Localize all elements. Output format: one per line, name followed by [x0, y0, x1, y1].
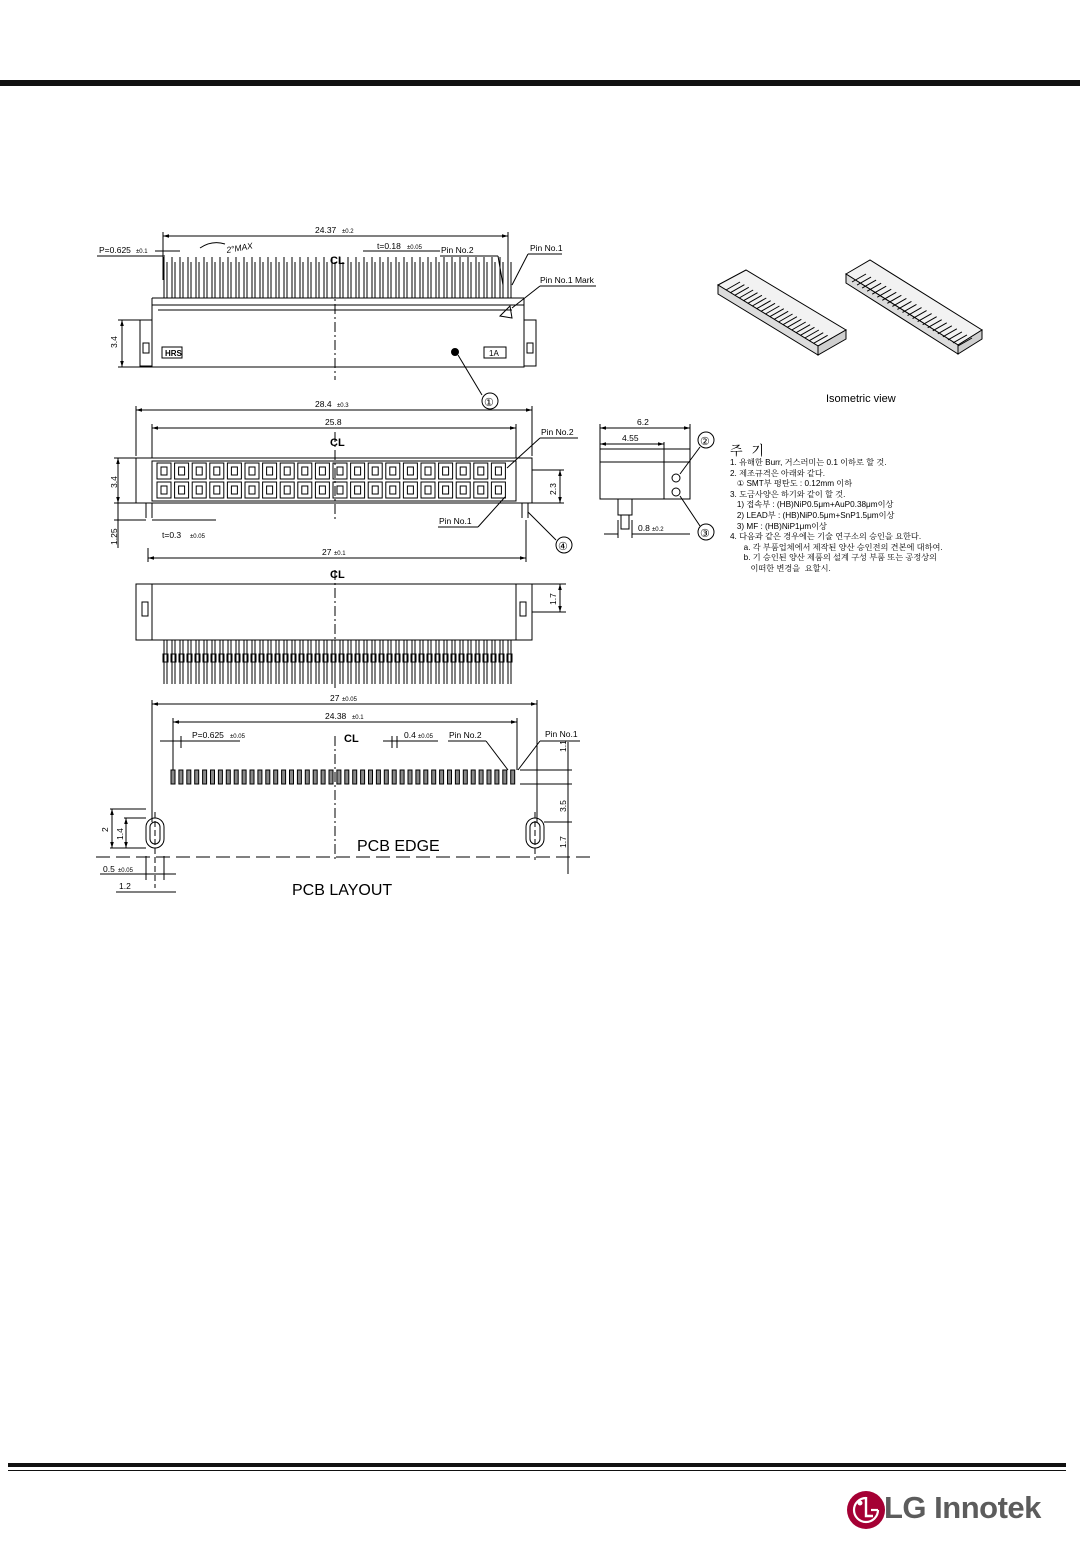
contact-cell	[298, 463, 312, 479]
pcb-pad	[416, 770, 420, 784]
pcb-pad	[432, 770, 436, 784]
top-view	[97, 232, 596, 409]
contact-cell	[456, 482, 470, 498]
pin	[372, 257, 375, 298]
footer-rule	[8, 1463, 1066, 1467]
notes-title: 주기	[730, 443, 774, 458]
pin	[171, 640, 176, 684]
pin	[476, 257, 479, 298]
top-pitch-label: P=0.625	[99, 245, 131, 255]
contact-cell	[491, 463, 505, 479]
pin	[268, 257, 271, 298]
pcb-hole-offset-label: 0.5	[103, 864, 115, 874]
pcb-pads	[171, 770, 515, 784]
front-side-label: 2.3	[548, 483, 558, 495]
pin	[451, 640, 456, 684]
pin	[443, 640, 448, 684]
pcb-pad	[392, 770, 396, 784]
pin	[363, 640, 368, 684]
pin	[420, 257, 423, 298]
pcb-pad	[448, 770, 452, 784]
pin	[188, 257, 191, 298]
contact-cell	[474, 482, 488, 498]
pin	[435, 640, 440, 684]
pcb-pad	[274, 770, 278, 784]
top-pin1-mark-label: Pin No.1 Mark	[540, 275, 594, 285]
bottom-view-pins	[163, 640, 512, 684]
pcb-pad	[211, 770, 215, 784]
pin	[267, 640, 272, 684]
pcb-pad	[329, 770, 333, 784]
bottom-view	[136, 570, 566, 690]
pin	[187, 640, 192, 684]
contact-cell	[386, 482, 400, 498]
pcb-pad	[337, 770, 341, 784]
contact-cell	[298, 482, 312, 498]
pin	[355, 640, 360, 684]
pin	[252, 257, 255, 298]
svg-text:±0.05: ±0.05	[118, 868, 133, 874]
pin	[196, 257, 199, 298]
note-line: a. 각 부품업체에서 제작된 양산 승인전의 견본에 대하여.	[730, 542, 943, 552]
pin	[348, 257, 351, 298]
pcb-layout-title: PCB LAYOUT	[292, 882, 393, 899]
pin	[259, 640, 264, 684]
svg-text:±0.05: ±0.05	[230, 734, 245, 740]
contact-cell	[175, 463, 189, 479]
pcb-pad	[369, 770, 373, 784]
bottom-view-body	[136, 584, 532, 640]
pcb-pad	[471, 770, 475, 784]
pin	[227, 640, 232, 684]
pin	[276, 257, 279, 298]
pcb-span-label: 24.38	[325, 711, 347, 721]
lg-innotek-logo-text: LG Innotek	[884, 1490, 1041, 1525]
contact-cell	[368, 482, 382, 498]
contact-cell	[315, 463, 329, 479]
pcb-hole-pos-label: 1.2	[119, 881, 131, 891]
contact-cell	[439, 482, 453, 498]
pcb-pad	[353, 770, 357, 784]
front-view-body	[136, 458, 532, 503]
pcb-pad	[384, 770, 388, 784]
side-depth-label: 4.55	[622, 433, 639, 443]
contact-cell	[227, 482, 241, 498]
pin	[419, 640, 424, 684]
pcb-pad	[305, 770, 309, 784]
pin	[427, 640, 432, 684]
pcb-pad	[503, 770, 507, 784]
contact-cell	[421, 463, 435, 479]
pin	[236, 257, 239, 298]
pin	[444, 257, 447, 298]
contact-cell	[280, 482, 294, 498]
contact-cell	[280, 463, 294, 479]
pcb-pad	[424, 770, 428, 784]
pin	[395, 640, 400, 684]
front-height-label: 3.4	[109, 476, 119, 488]
pin	[291, 640, 296, 684]
pcb-edge-gap-label: 1.7	[558, 836, 568, 848]
variant-mark: 1A	[489, 349, 499, 358]
front-thickness-label: t=0.3	[162, 530, 182, 540]
contact-cell	[403, 482, 417, 498]
pcb-pad	[266, 770, 270, 784]
pin	[459, 640, 464, 684]
front-inner-label: 25.8	[325, 417, 342, 427]
pin	[235, 640, 240, 684]
front-27-label: 27	[322, 547, 332, 557]
pin	[484, 257, 487, 298]
pin	[403, 640, 408, 684]
contact-cell	[491, 482, 505, 498]
pcb-pad	[234, 770, 238, 784]
front-overall-label: 28.4	[315, 399, 332, 409]
pin	[211, 640, 216, 684]
pcb-pad	[290, 770, 294, 784]
front-view-contacts	[157, 463, 505, 498]
side-post-label: 0.8	[638, 523, 650, 533]
pcb-pad	[187, 770, 191, 784]
contact-cell	[157, 463, 171, 479]
svg-text:±0.05: ±0.05	[407, 245, 422, 251]
pin	[300, 257, 303, 298]
notes-list	[730, 458, 1030, 575]
pcb-pad	[376, 770, 380, 784]
pcb-pad	[511, 770, 515, 784]
front-post-label: 1.25	[109, 528, 119, 545]
callout-2: ②	[700, 436, 710, 448]
contact-cell	[421, 482, 435, 498]
contact-cell	[386, 463, 400, 479]
top-pin1-label: Pin No.1	[530, 243, 563, 253]
contact-cell	[192, 463, 206, 479]
pcb-hole-w-label: 1.4	[115, 828, 125, 840]
pcb-pad	[258, 770, 262, 784]
pin	[179, 640, 184, 684]
note-line: 3. 도금사양은 하기와 같이 할 것.	[730, 489, 846, 499]
pcb-pad	[218, 770, 222, 784]
pin	[380, 257, 383, 298]
contact-cell	[456, 463, 470, 479]
pin	[436, 257, 439, 298]
svg-text:±0.2: ±0.2	[652, 527, 664, 533]
pcb-pad	[203, 770, 207, 784]
pcb-pad	[250, 770, 254, 784]
pin	[308, 257, 311, 298]
contact-cell	[210, 482, 224, 498]
pin	[347, 640, 352, 684]
pin	[452, 257, 455, 298]
pin	[460, 257, 463, 298]
pin	[172, 257, 175, 298]
pcb-pad-label: 0.4	[404, 730, 416, 740]
pcb-pad	[179, 770, 183, 784]
pin	[428, 257, 431, 298]
pcb-pad	[440, 770, 444, 784]
pin	[275, 640, 280, 684]
contact-cell	[403, 463, 417, 479]
pcb-layout-view	[96, 700, 590, 892]
contact-cell	[368, 463, 382, 479]
pcb-overall-label: 27	[330, 693, 340, 703]
pin	[283, 640, 288, 684]
top-pin2-label: Pin No.2	[441, 245, 474, 255]
note-line: 4. 다음과 같은 경우에는 기술 연구소의 승인을 요한다.	[730, 532, 922, 542]
pin	[339, 640, 344, 684]
footer-rule-thin	[8, 1470, 1066, 1471]
pin	[371, 640, 376, 684]
contact-cell	[157, 482, 171, 498]
contact-cell	[351, 463, 365, 479]
pin	[388, 257, 391, 298]
note-line: 3) MF : (HB)NiP1μm이상	[730, 521, 827, 531]
pcb-pad	[361, 770, 365, 784]
pin	[316, 257, 319, 298]
svg-text:±0.05: ±0.05	[342, 697, 357, 703]
note-line: 1) 접속부 : (HB)NiP0.5μm+AuP0.38μm이상	[730, 500, 894, 510]
pin	[219, 640, 224, 684]
pin	[468, 257, 471, 298]
bottom-centerline-label: CL	[330, 569, 345, 581]
pcb-gap-label: 3.5	[558, 800, 568, 812]
pin	[284, 257, 287, 298]
note-line: 2) LEAD부 : (HB)NiP0.5μm+SnP1.5μm이상	[730, 510, 895, 520]
contact-cell	[263, 482, 277, 498]
contact-cell	[227, 463, 241, 479]
pin	[324, 257, 327, 298]
pin	[164, 257, 167, 298]
pin	[292, 257, 295, 298]
contact-cell	[439, 463, 453, 479]
pin	[507, 640, 512, 684]
pin	[307, 640, 312, 684]
pin	[499, 640, 504, 684]
callout-1: ①	[484, 397, 494, 409]
pcb-pad	[282, 770, 286, 784]
pin	[411, 640, 416, 684]
pin	[491, 640, 496, 684]
pin	[323, 640, 328, 684]
pin	[228, 257, 231, 298]
pin	[203, 640, 208, 684]
top-view-body	[152, 305, 524, 367]
pin	[387, 640, 392, 684]
lg-logo-icon	[846, 1486, 886, 1534]
pcb-pad	[313, 770, 317, 784]
pin	[475, 640, 480, 684]
svg-text:±0.1: ±0.1	[352, 715, 364, 721]
svg-text:±0.05: ±0.05	[418, 734, 433, 740]
top-span-label: 24.37	[315, 225, 337, 235]
pcb-centerline-label: CL	[344, 733, 359, 745]
pin	[251, 640, 256, 684]
pcb-pad	[297, 770, 301, 784]
pin	[212, 257, 215, 298]
pcb-edge-label: PCB EDGE	[357, 838, 440, 855]
contact-cell	[175, 482, 189, 498]
callout-4: ④	[558, 541, 568, 553]
side-view	[600, 424, 714, 540]
pin	[260, 257, 263, 298]
svg-text:±0.1: ±0.1	[136, 249, 148, 255]
pcb-pad	[171, 770, 175, 784]
top-thickness-label: t=0.18	[377, 241, 401, 251]
pcb-pad	[321, 770, 325, 784]
contact-cell	[263, 463, 277, 479]
pcb-pad	[479, 770, 483, 784]
svg-text:±0.3: ±0.3	[337, 403, 349, 409]
pcb-pad	[195, 770, 199, 784]
pcb-pin1-label: Pin No.1	[545, 729, 578, 739]
note-line: 1. 유해한 Burr, 거스러미는 0.1 이하로 할 것.	[730, 458, 887, 467]
pcb-pad	[242, 770, 246, 784]
isometric-view	[718, 260, 982, 355]
pin	[195, 640, 200, 684]
brand-mark: HRS	[165, 349, 182, 358]
front-view	[114, 406, 578, 562]
bottom-side-label: 1.7	[548, 593, 558, 605]
pin	[244, 257, 247, 298]
contact-cell	[192, 482, 206, 498]
pcb-pad	[463, 770, 467, 784]
note-line: 이떠한 변경을 요할시.	[730, 563, 831, 573]
pin	[243, 640, 248, 684]
front-pin1-label: Pin No.1	[439, 516, 472, 526]
pcb-pad	[400, 770, 404, 784]
pcb-pad	[455, 770, 459, 784]
front-pin2-label: Pin No.2	[541, 427, 574, 437]
contact-cell	[245, 463, 259, 479]
front-centerline-label: CL	[330, 437, 345, 449]
pin	[483, 640, 488, 684]
pin	[163, 640, 168, 684]
pin	[467, 640, 472, 684]
pcb-pad-len-label: 1.1	[558, 740, 568, 752]
contact-cell	[351, 482, 365, 498]
top-height-label: 3.4	[109, 336, 119, 348]
svg-text:±0.05: ±0.05	[190, 534, 205, 540]
pcb-pad	[345, 770, 349, 784]
pcb-pitch-label: P=0.625	[192, 730, 224, 740]
pin	[204, 257, 207, 298]
isometric-label: Isometric view	[826, 393, 896, 405]
pin	[396, 257, 399, 298]
note-line: 2. 제조규격은 아래와 같다.	[730, 468, 826, 478]
pcb-pin2-label: Pin No.2	[449, 730, 482, 740]
note-line: b. 기 승인된 양산 제품의 설계 구성 부품 또는 공정상의	[730, 553, 938, 563]
pcb-pad	[487, 770, 491, 784]
contact-cell	[315, 482, 329, 498]
pin	[299, 640, 304, 684]
pin	[404, 257, 407, 298]
pin	[180, 257, 183, 298]
side-width-label: 6.2	[637, 417, 649, 427]
note-line: ① SMT부 평탄도 : 0.12mm 이하	[730, 479, 853, 489]
pin	[315, 640, 320, 684]
pin	[220, 257, 223, 298]
callout-3: ③	[700, 528, 710, 540]
pin	[492, 257, 495, 298]
pin	[412, 257, 415, 298]
pcb-pad	[408, 770, 412, 784]
pin	[356, 257, 359, 298]
contact-cell	[245, 482, 259, 498]
top-angle-label: 2°MAX	[225, 240, 254, 255]
svg-text:±0.2: ±0.2	[342, 229, 354, 235]
contact-cell	[210, 463, 224, 479]
pin	[364, 257, 367, 298]
pcb-hole-h-label: 2	[100, 827, 110, 832]
pin	[379, 640, 384, 684]
pcb-pad	[495, 770, 499, 784]
contact-cell	[474, 463, 488, 479]
top-centerline-label: CL	[330, 255, 345, 267]
svg-text:±0.1: ±0.1	[334, 551, 346, 557]
pcb-pad	[226, 770, 230, 784]
